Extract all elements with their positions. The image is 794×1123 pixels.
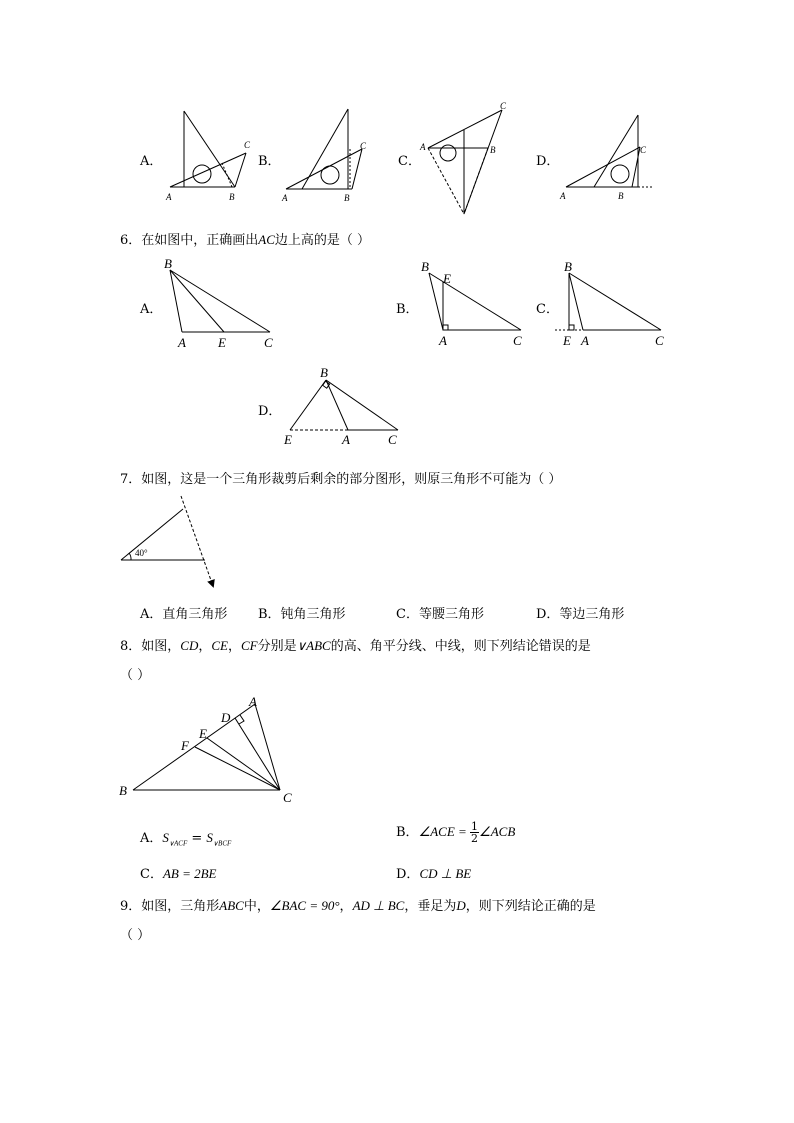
q8-stem-parens: （ ） (120, 668, 151, 683)
q8-option-a-eq: = (187, 831, 207, 846)
q6-option-a-label: A． (140, 302, 163, 317)
q6c-label-b: B (564, 259, 572, 274)
q5-option-b-label: B． (258, 154, 281, 169)
q6-option-c-label: C． (536, 302, 559, 317)
q8-seg-cf: CF (241, 638, 258, 653)
q6-figure-c (555, 255, 675, 355)
q9-stem-4: ，则下列结论正确的是 (465, 899, 596, 914)
q8-label-c: C (283, 790, 292, 805)
q9-stem-1: 9．如图，三角形 (120, 899, 220, 914)
q8-option-a-s2: S (206, 830, 213, 845)
q5-figure-a (160, 105, 260, 205)
q6b-label-a: A (439, 333, 447, 348)
q8-label-f: F (181, 738, 189, 753)
q7-option-c: C．等腰三角形 (396, 607, 484, 622)
q8-option-c-label: C． (140, 867, 163, 882)
q8-triangle: ∨ABC (296, 638, 331, 653)
q9-stem-3: ，垂足为 (404, 899, 457, 914)
q8-stem (120, 635, 591, 654)
q8-option-b-rhs: ∠ACB (479, 824, 516, 839)
q8-sep-1: ， (198, 639, 212, 654)
q5c-label-c: C (500, 101, 507, 111)
q5a-label-b: B (229, 192, 235, 202)
q8-stem-1: 8．如图， (120, 639, 181, 654)
q5d-label-b: B (618, 191, 624, 201)
q6-option-d-label: D． (258, 404, 282, 419)
q8-option-b-lhs: ∠ACE = (418, 824, 471, 839)
q6d-label-b: B (320, 365, 328, 380)
q8-stem-3: 的高、角平分线、中线，则下列结论错误的是 (330, 639, 591, 654)
q5b-label-a: A (282, 193, 288, 203)
q5a-label-a: A (166, 192, 172, 202)
q5-figure-b (280, 105, 380, 205)
q6b-label-e: E (443, 271, 451, 286)
q8-option-b-fraction (470, 821, 479, 844)
q9-stem-2: 中， (243, 899, 270, 914)
q8-label-d: D (221, 710, 231, 725)
q6a-label-a: A (178, 335, 186, 350)
q6a-label-c: C (264, 335, 273, 350)
q8-option-a-label: A． (140, 831, 163, 846)
q7-option-b: B．钝角三角形 (258, 607, 346, 622)
q5-figure-c (420, 100, 520, 220)
q9-foot: D (456, 898, 466, 913)
q9-stem-parens: （ ） (120, 928, 151, 943)
q8-stem-2: 分别是 (257, 639, 297, 654)
q8-option-a (140, 827, 231, 848)
q5a-label-c: C (244, 140, 251, 150)
q8-option-a-sub2: ∨BCF (212, 839, 232, 848)
q9-sep: ， (339, 899, 353, 914)
q5d-label-c: C (640, 145, 647, 155)
q7-figure (115, 492, 225, 592)
q6d-label-e: E (284, 432, 292, 447)
q9-stem (120, 895, 596, 914)
q8-label-a: A (249, 694, 257, 709)
q5b-label-b: B (344, 193, 350, 203)
q8-option-c (140, 863, 217, 882)
q5c-label-b: B (490, 145, 496, 155)
q6a-label-e: E (218, 335, 226, 350)
q8-seg-ce: CE (211, 638, 228, 653)
q6-stem-post: 边上高的是（ ） (274, 233, 371, 248)
q8-option-a-s1: S (162, 830, 169, 845)
q8-option-a-sub1: ∨ACF (168, 839, 188, 848)
q6d-label-c: C (388, 432, 397, 447)
q6-stem (120, 229, 370, 248)
q8-figure (115, 690, 315, 810)
q5-figure-d (560, 105, 660, 205)
q5-option-d-label: D． (536, 154, 560, 169)
q8-option-b (396, 821, 515, 844)
q5-option-a-label: A． (140, 154, 163, 169)
q8-option-c-expr: AB = 2BE (162, 866, 217, 881)
q8-seg-cd: CD (180, 638, 199, 653)
q6-figure-d (280, 360, 410, 450)
q6-stem-var: AC (258, 232, 275, 247)
q5-option-c-label: C． (398, 154, 421, 169)
q7-option-a: A．直角三角形 (140, 607, 228, 622)
q6d-label-a: A (342, 432, 350, 447)
q5b-label-c: C (360, 141, 367, 151)
q9-angle: ∠BAC = 90° (269, 898, 340, 913)
q6-figure-a (160, 255, 290, 355)
q7-stem: 7．如图，这是一个三角形裁剪后剩余的部分图形，则原三角形不可能为（ ） (120, 472, 562, 487)
q8-option-b-num: 1 (471, 820, 479, 833)
q6-option-b-label: B． (396, 302, 419, 317)
q6c-label-c: C (655, 333, 664, 348)
q6-figure-b (415, 255, 535, 355)
q8-option-d-label: D． (396, 867, 420, 882)
q7-angle-label: 40° (135, 548, 148, 558)
q6-stem-pre: 6．在如图中，正确画出 (120, 233, 259, 248)
q6b-label-b: B (421, 259, 429, 274)
q8-label-e: E (199, 726, 207, 741)
q8-option-b-den: 2 (471, 832, 479, 845)
q6c-label-e: E (563, 333, 571, 348)
q6b-label-c: C (513, 333, 522, 348)
q9-perp: AD ⊥ BC (352, 898, 405, 913)
q8-option-b-label: B． (396, 825, 419, 840)
q6c-label-a: A (581, 333, 589, 348)
q8-sep-2: ， (227, 639, 241, 654)
q8-option-d (396, 863, 471, 882)
q8-option-d-expr: CD ⊥ BE (419, 866, 472, 881)
q9-triangle: ABC (219, 898, 244, 913)
q5d-label-a: A (560, 191, 566, 201)
q6a-label-b: B (164, 256, 172, 271)
q7-option-d: D．等边三角形 (536, 607, 625, 622)
q5c-label-a: A (420, 142, 426, 152)
q8-label-b: B (119, 783, 127, 798)
